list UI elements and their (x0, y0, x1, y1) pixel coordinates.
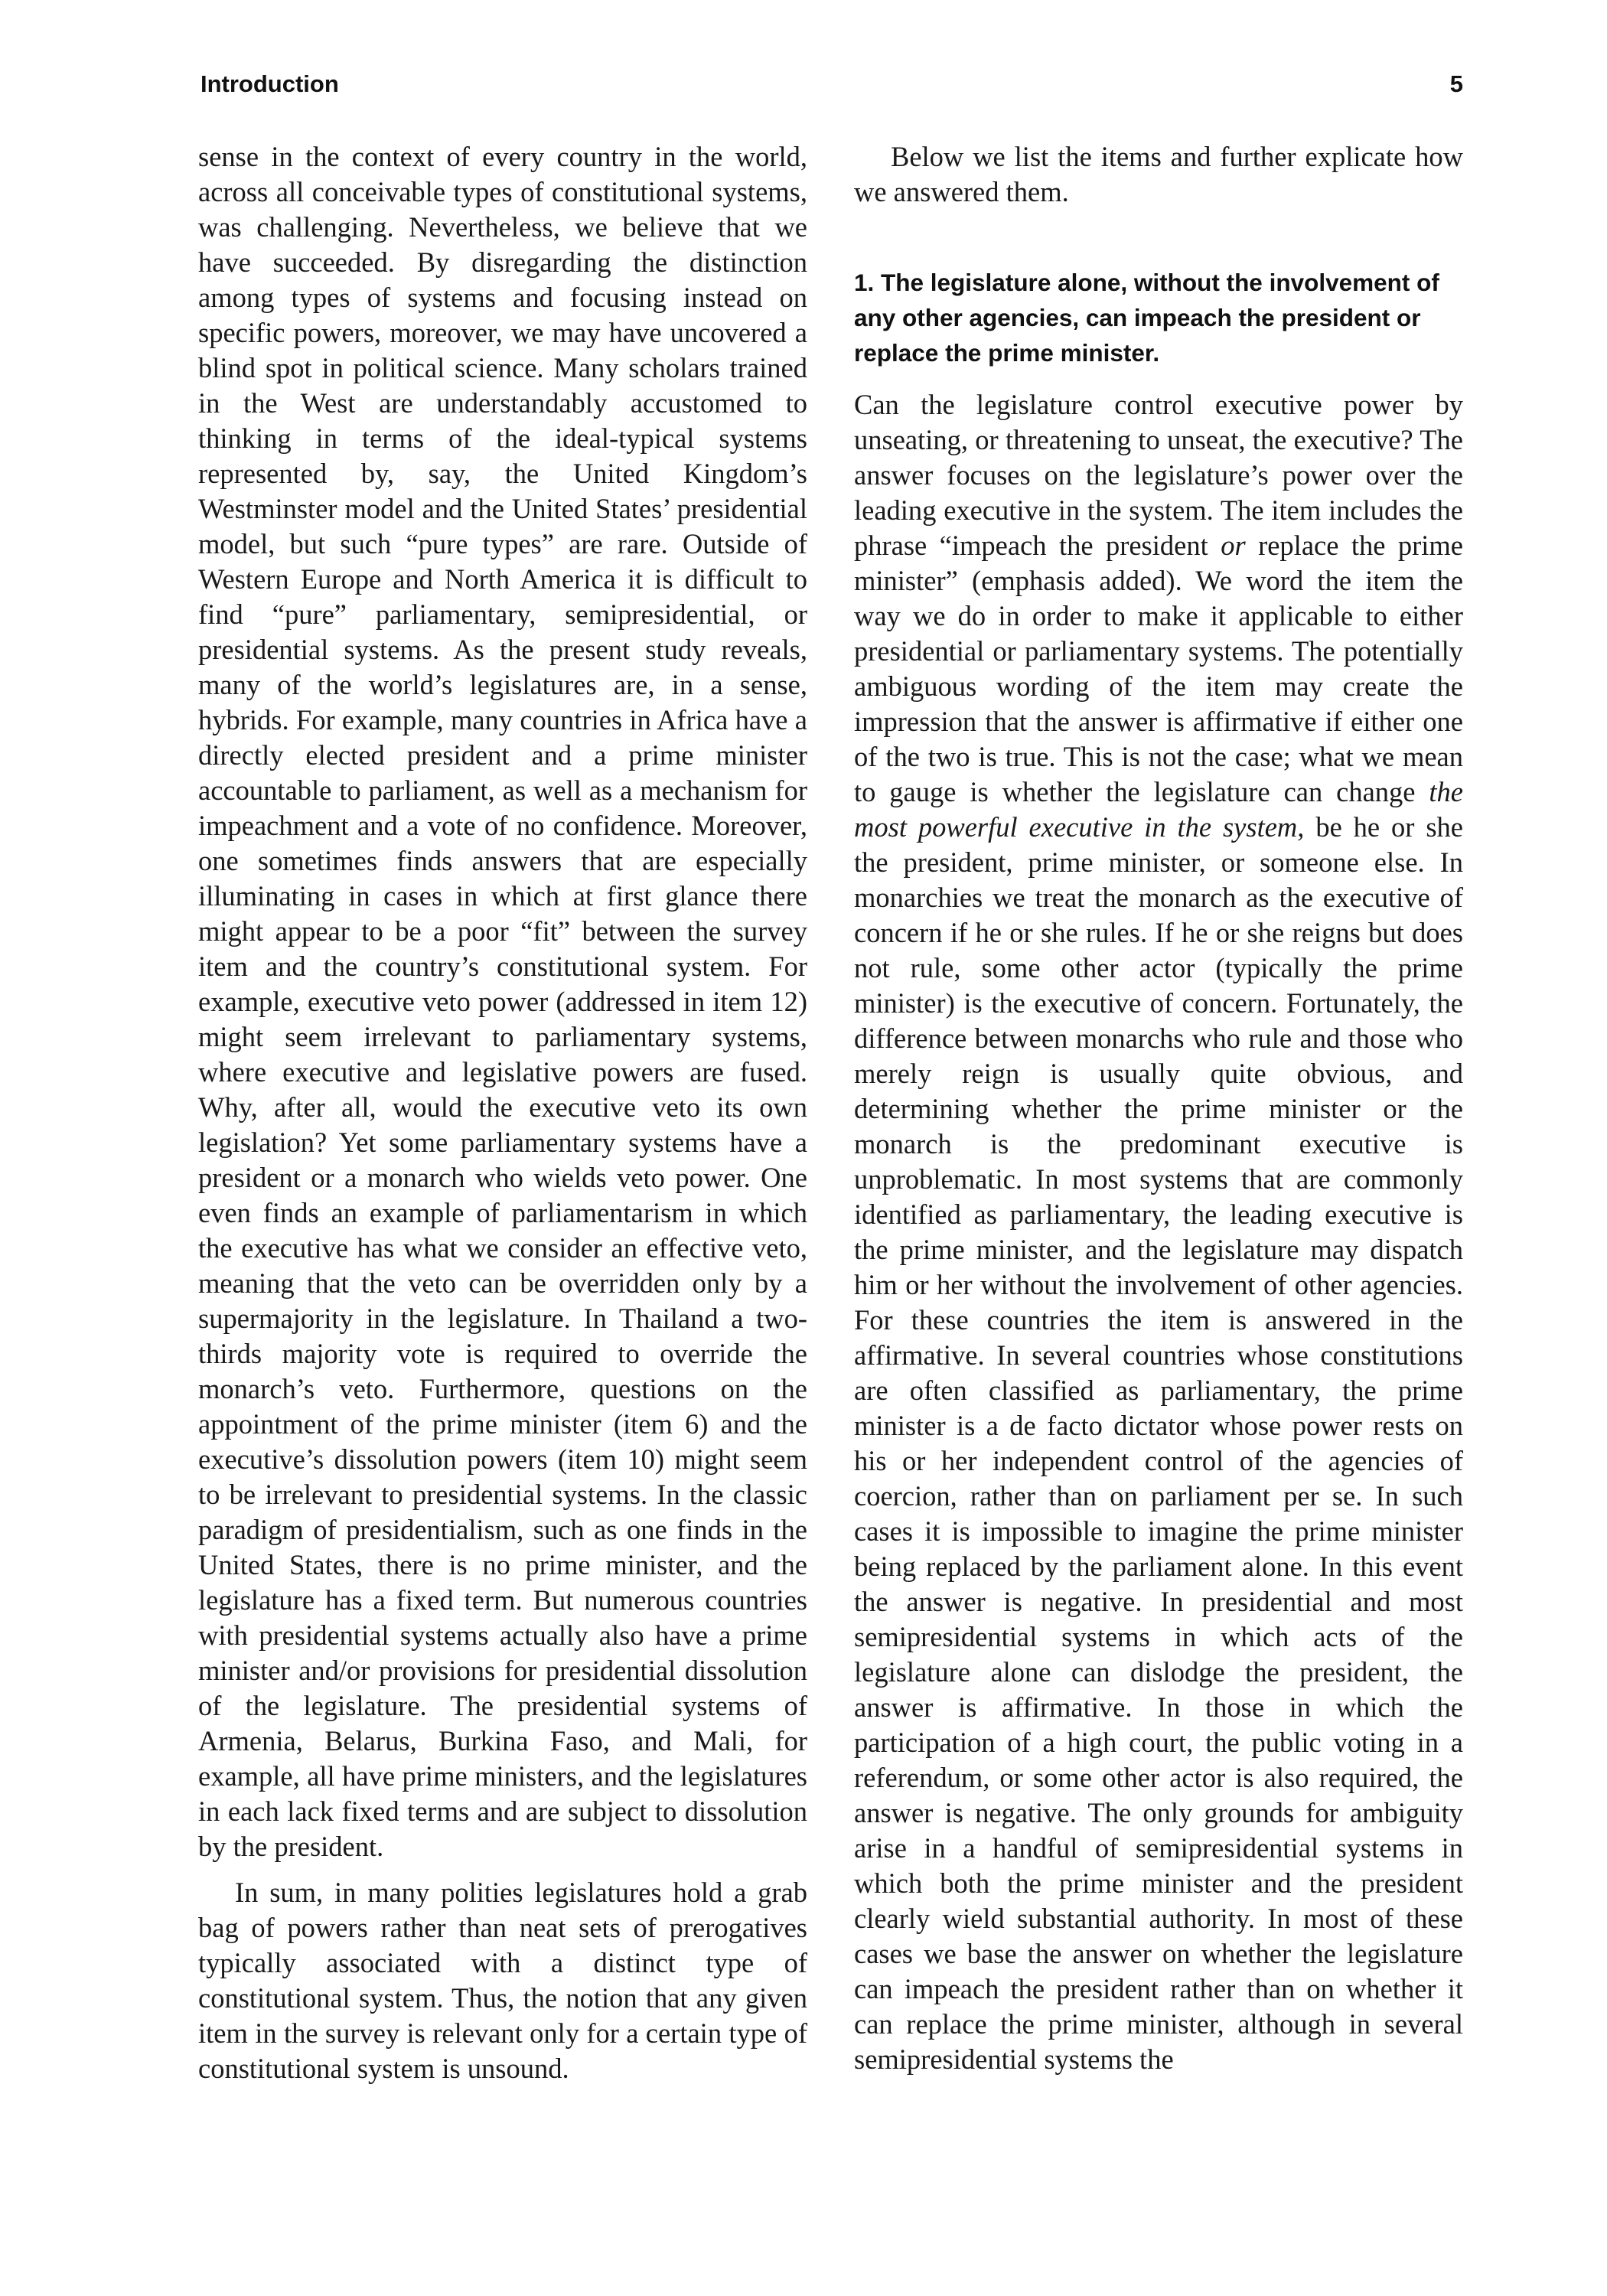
item-1-body-part-c: be he or she the president, prime minister, or someone else. In monarchies we treat the monarch as the executive of concern if he or she rules. If he or she reigns but does not rule, some other actor (typically the prime minister) is the executive of concern. Fortunately, the difference between monarchs who rule and those who merely reign is usually quite obvious, and determining whether the prime minister or the monarch is the predominant executive is unproblematic. In most systems that are commonly identified as parliamentary, the leading executive is the prime minister, and the legislature may dispatch him or her without the involvement of other agencies. For these countries the item is answered in the affirmative. In several countries whose constitutions are often classified as parliamentary, the prime minister is a de facto dictator whose power rests on his or her independent control of the agencies of coercion, rather than on parliament per se. In such cases it is impossible to imagine the prime minister being replaced by the parliament alone. In this event the answer is negative. In presidential and most semipresidential systems in which acts of the legislature alone can dislodge the president, the answer is affirmative. In those in which the participation of a high court, the public voting in a referendum, or some other actor is also required, the answer is negative. The only grounds for ambiguity arise in a handful of semipresidential systems in which both the prime minister and the president clearly wield substantial authority. In most of these cases we base the answer on whether the legislature can impeach the president rather than on whether it can replace the prime minister, although in several semipresidential systems the (854, 811, 1464, 2075)
item-1-emphasis-or: or (1221, 530, 1246, 561)
section-title: Introduction (200, 70, 339, 97)
page-number: 5 (1449, 70, 1463, 97)
left-paragraph-1: sense in the context of every country in the world, across all conceivable types of constitutional systems, was challenging. Nevertheless, we believe that we have succeeded. By disregarding the distinction among types of systems and focusing instead on specific powers, moreover, we may have uncovered a blind spot in political science. Many scholars trained in the West are understandably accustomed to thinking in terms of the ideal-typical systems represented by, say, the United Kingdom’s Westminster model and the United States’ presidential model, but such “pure types” are rare. Outside of Western Europe and North America it is difficult to find “pure” parliamentary, semipresidential, or presidential systems. As the present study reveals, many of the world’s legislatures are, in a sense, hybrids. For example, many countries in Africa have a directly elected president and a prime minister accountable to parliament, as well as a mechanism for impeachment and a vote of no confidence. Moreover, one sometimes finds answers that are especially illuminating in cases in which at first glance there might appear to be a poor “fit” between the survey item and the country’s constitutional system. For example, executive veto power (addressed in item 12) might seem irrelevant to parliamentary systems, where executive and legislative powers are fused. Why, after all, would the executive veto its own legislation? Yet some parliamentary systems have a president or a monarch who wields veto power. One even finds an example of parliamentarism in which the executive has what we consider an effective veto, meaning that the veto can be overridden only by a supermajority in the legislature. In Thailand a two-thirds majority vote is required to override the monarch’s veto. Furthermore, questions on the appointment of the prime minister (item 6) and the executive’s dissolution powers (item 10) might seem to be irrelevant to presidential systems. In the classic paradigm of presidentialism, such as one finds in the United States, there is no prime minister, and the legislature has a fixed term. But numerous countries with presidential systems actually also have a prime minister and/or provisions for presidential dissolution of the legislature. The presidential systems of Armenia, Belarus, Burkina Faso, and Mali, for example, all have prime ministers, and the legislatures in each lack fixed terms and are subject to dissolution by the president. (198, 141, 807, 1862)
item-1-body (854, 387, 1463, 2077)
right-intro-paragraph: Below we list the items and further explicate how we answered them. (854, 141, 1463, 207)
item-1-emphasis-executive: the most powerful executive in the system, (854, 776, 1463, 843)
right-column (854, 139, 1463, 2077)
running-head (200, 70, 1463, 98)
item-1-heading: 1. The legislature alone, without the involvement of any other agencies, can impeach the president or replace the prime minister. (854, 269, 1439, 367)
item-1-body-part-b: replace the prime minister” (emphasis added). We word the item the way we do in order to make it applicable to either presidential or parliamentary systems. The potentially ambiguous wording of the item may create the impression that the answer is affirmative if either one of the two is true. This is not the case; what we mean to gauge is whether the legislature can change (854, 530, 1464, 807)
left-column (198, 139, 807, 2086)
item-1-body-part-a: Can the legislature control executive power by unseating, or threatening to unseat, the executive? The answer focuses on the legislature’s power over the leading executive in the system. The item includes the phrase “impeach the president (854, 389, 1463, 561)
left-paragraph-2: In sum, in many polities legislatures hold a grab bag of powers rather than neat sets of prerogatives typically associated with a distinct type of constitutional system. Thus, the notion that any given item in the survey is relevant only for a certain type of constitutional system is unsound. (198, 1877, 807, 2084)
